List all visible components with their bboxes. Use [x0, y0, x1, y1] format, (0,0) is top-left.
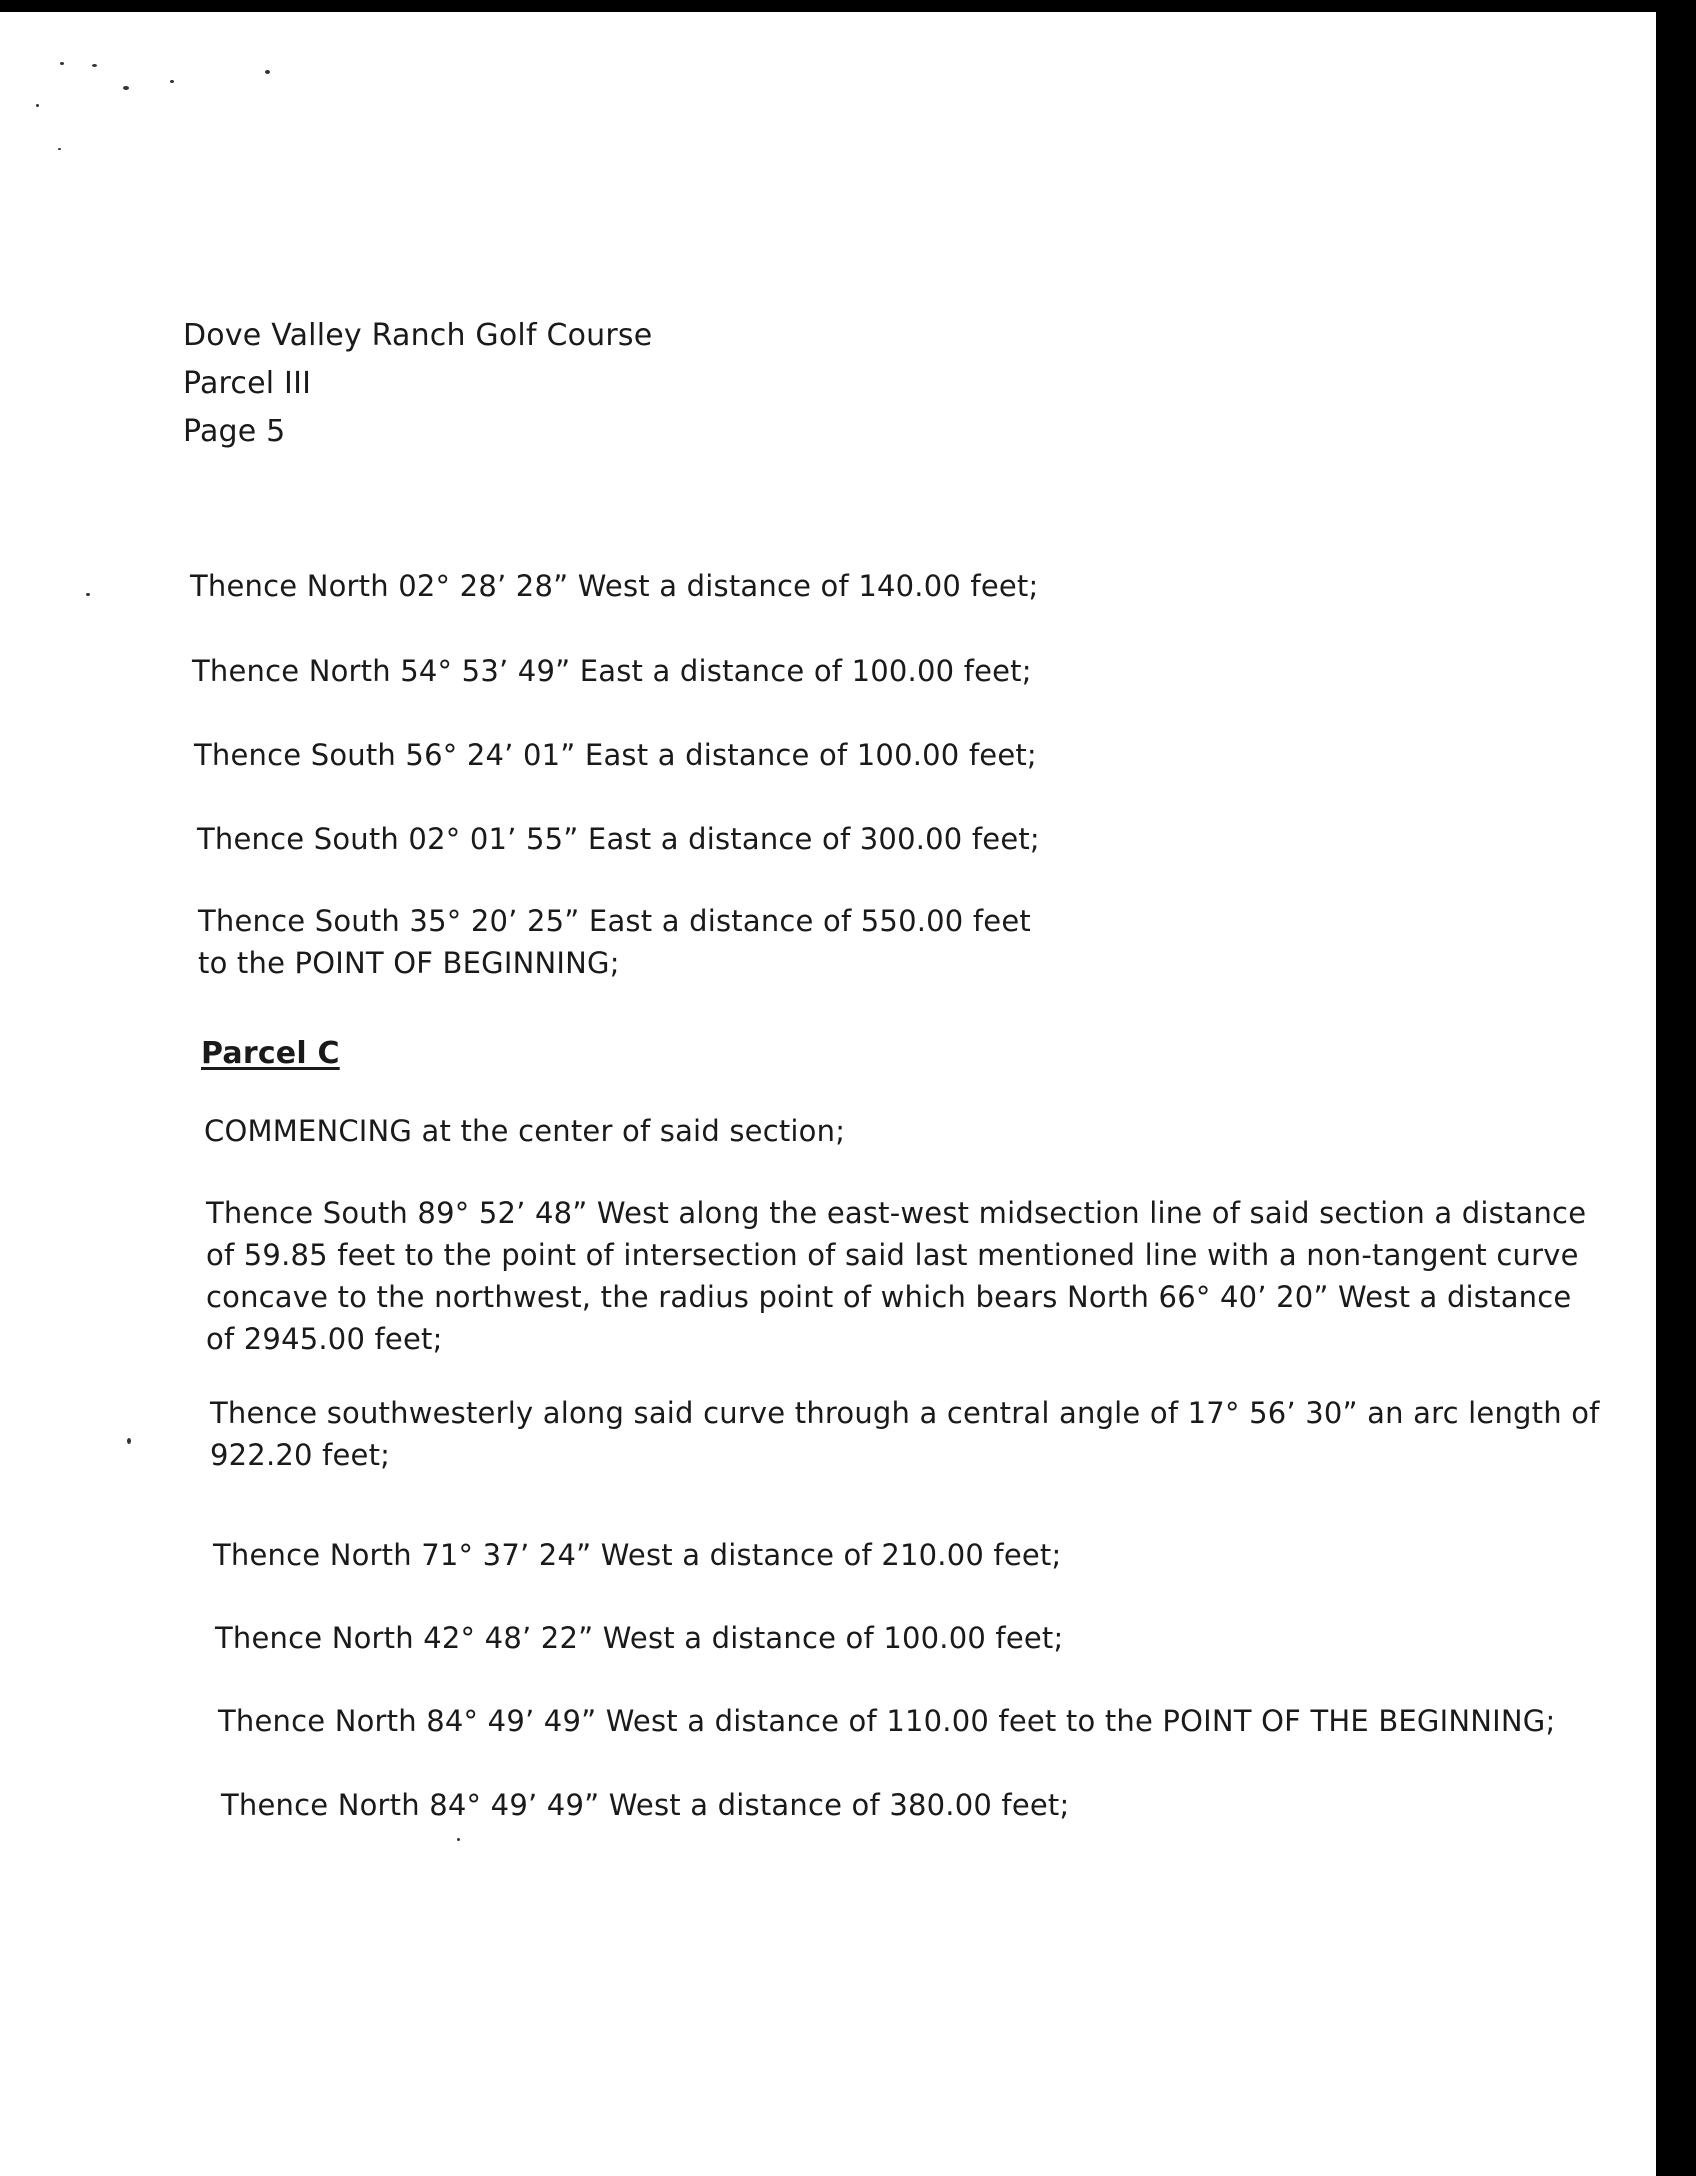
bearing-call: Thence North 71° 37’ 24” West a distance of 210.00 feet; [213, 1538, 1062, 1572]
bearing-call: Thence North 84° 49’ 49” West a distance of 380.00 feet; [221, 1788, 1070, 1822]
bearing-call: Thence North 42° 48’ 22” West a distance of 100.00 feet; [215, 1621, 1064, 1655]
scan-speck [127, 1438, 131, 1444]
closing-call [198, 900, 1031, 984]
scan-speck [58, 148, 61, 150]
closing-call-line: Thence South 35° 20’ 25” East a distance of 550.00 feet [198, 904, 1031, 938]
scan-speck [170, 80, 174, 83]
header-page-number: Page 5 [183, 414, 286, 449]
scan-speck [123, 86, 129, 90]
bearing-call: Thence North 02° 28’ 28” West a distance of 140.00 feet; [190, 569, 1039, 603]
bearing-call: Thence South 02° 01’ 55” East a distance of 300.00 feet; [197, 822, 1040, 856]
scan-speck [92, 64, 97, 67]
document-header [183, 312, 652, 456]
curve-call-paragraph [210, 1392, 1600, 1476]
paragraph-line: Thence southwesterly along said curve through a central angle of 17° 56’ 30” an arc length of [210, 1396, 1600, 1430]
commencing-statement: COMMENCING at the center of said section; [204, 1114, 846, 1148]
paragraph-line: of 59.85 feet to the point of intersection of said last mentioned line with a non-tangent curve [206, 1238, 1579, 1272]
paragraph-line: concave to the northwest, the radius point of which bears North 66° 40’ 20” West a distance [206, 1280, 1572, 1314]
paragraph-line: Thence South 89° 52’ 48” West along the east-west midsection line of said section a distance [206, 1196, 1587, 1230]
paragraph-line: of 2945.00 feet; [206, 1322, 443, 1356]
bearing-call: Thence South 56° 24’ 01” East a distance of 100.00 feet; [194, 738, 1037, 772]
closing-call-line: to the POINT OF BEGINNING; [198, 946, 620, 980]
bearing-call-paragraph [206, 1192, 1586, 1360]
scan-speck [36, 104, 39, 107]
header-title: Dove Valley Ranch Golf Course [183, 318, 653, 353]
section-heading: Parcel C [201, 1036, 340, 1071]
scan-speck [457, 1838, 460, 1841]
bearing-call: Thence North 84° 49’ 49” West a distance of 110.00 feet to the POINT OF THE BEGINNING; [218, 1704, 1556, 1738]
scan-border-top [0, 0, 1696, 12]
paragraph-line: 922.20 feet; [210, 1438, 391, 1472]
scan-speck [86, 593, 90, 596]
scan-speck [60, 62, 64, 65]
header-parcel: Parcel III [183, 366, 312, 401]
bearing-call: Thence North 54° 53’ 49” East a distance of 100.00 feet; [192, 654, 1032, 688]
scan-speck [265, 70, 270, 74]
scan-border-right [1656, 0, 1696, 2176]
